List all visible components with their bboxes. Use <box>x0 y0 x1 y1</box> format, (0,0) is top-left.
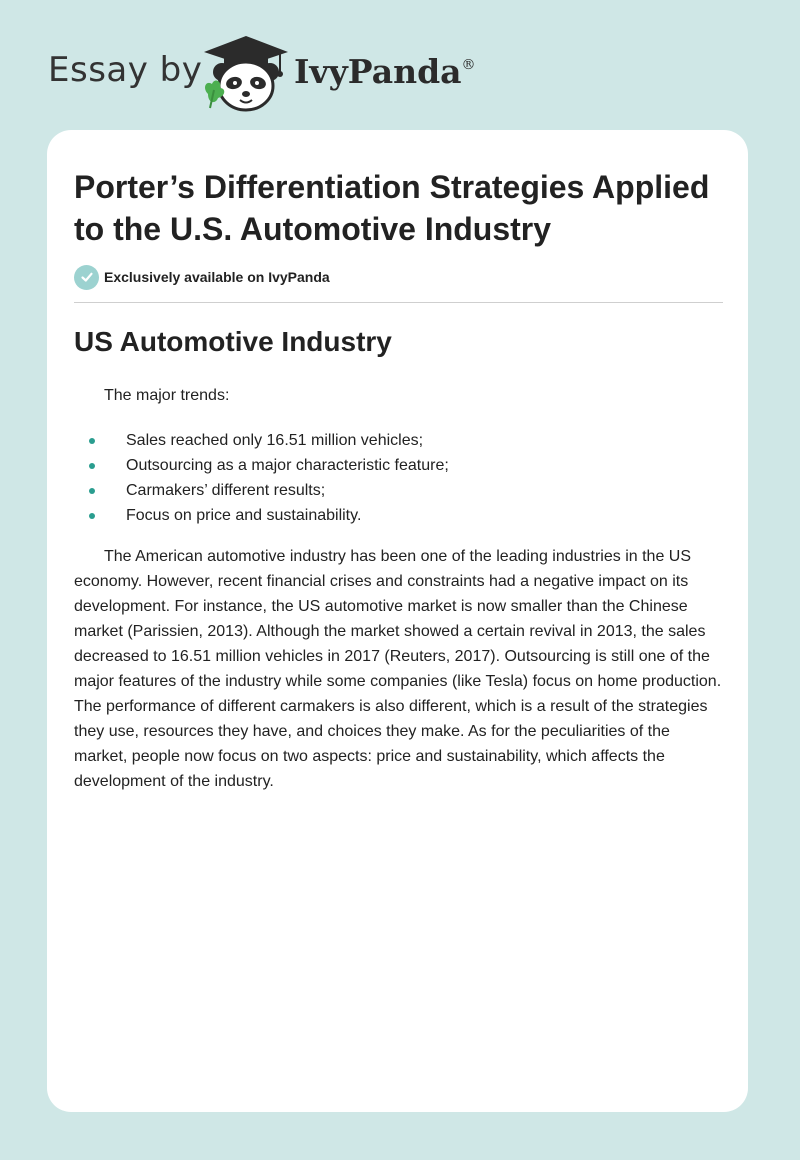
title-divider <box>74 302 723 303</box>
trends-intro: The major trends: <box>104 387 230 404</box>
panda-graduate-icon <box>200 34 292 114</box>
exclusive-badge-label: Exclusively available on IvyPanda <box>104 269 330 285</box>
registered-mark: ® <box>461 57 476 73</box>
site-header <box>48 30 548 120</box>
exclusive-badge <box>74 263 330 291</box>
brand-name[interactable]: IvyPanda® <box>294 52 476 91</box>
check-circle-icon <box>74 265 99 290</box>
section-heading: US Automotive Industry <box>74 326 392 357</box>
list-item: Focus on price and sustainability. <box>74 503 449 528</box>
essay-by-label: Essay by <box>48 50 203 90</box>
list-item: Sales reached only 16.51 million vehicles; <box>74 428 449 453</box>
bullet-dot-icon <box>89 513 95 519</box>
trends-list <box>74 428 449 528</box>
bullet-dot-icon <box>89 488 95 494</box>
bullet-dot-icon <box>89 438 95 444</box>
list-item: Carmakers’ different results; <box>74 478 449 503</box>
list-item: Outsourcing as a major characteristic feature; <box>74 453 449 478</box>
essay-card <box>47 130 748 1112</box>
page-title: Porter’s Differentiation Strategies Applied to the U.S. Automotive Industry <box>74 169 710 247</box>
bullet-dot-icon <box>89 463 95 469</box>
body-paragraph: The American automotive industry has been one of the leading industries in the US economy. However, recent financial crises and constraints had a negative impact on its development. For instance, the US automotive market is now smaller than the Chinese market (Parissien, 2013). Although the market showed a certain revival in 2013, the sales decreased to 16.51 million vehicles in 2017 (Reuters, 2017). Outsourcing is still one of the major features of the industry while some companies (like Tesla) focus on home production. The performance of different carmakers is also different, which is a result of the strategies they use, resources they have, and choices they make. As for the peculiarities of the market, people now focus on two aspects: price and sustainability, which affects the development of the industry. <box>74 548 722 790</box>
